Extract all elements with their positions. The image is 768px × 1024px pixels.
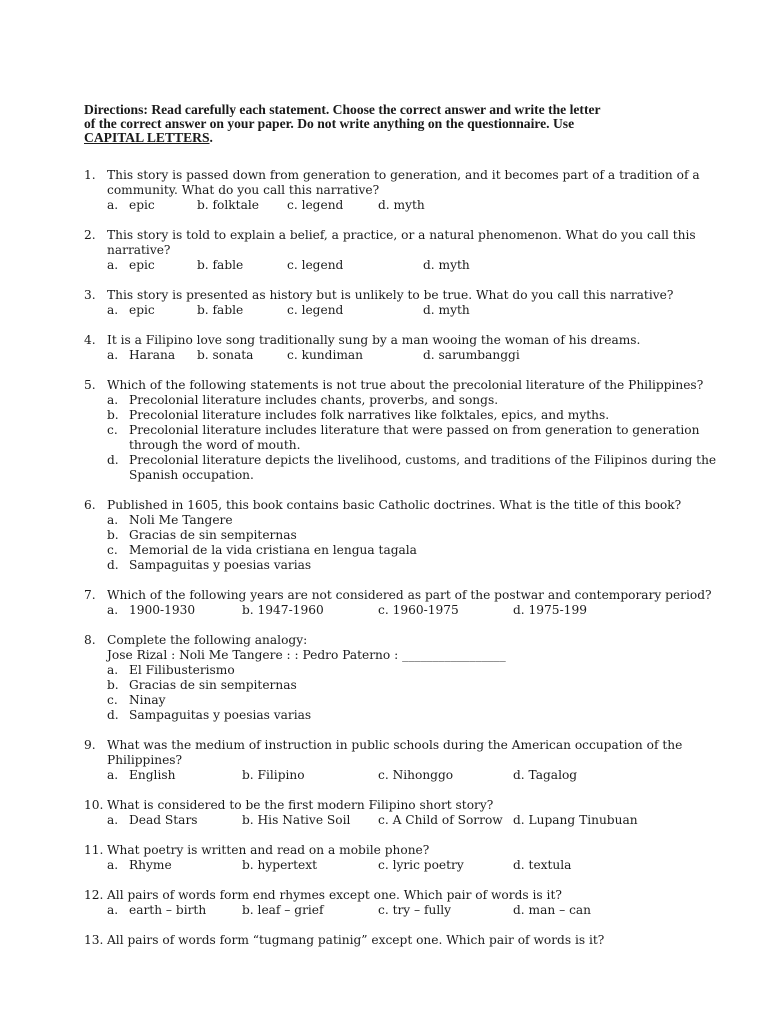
option-letter: a. bbox=[107, 258, 119, 272]
option-letter: c. bbox=[107, 423, 118, 437]
directions-line: of the correct answer on your paper. Do not write anything on the questionnaire. Use bbox=[84, 116, 575, 131]
question-text: It is a Filipino love song traditionally sung by a man wooing the woman of his dreams. bbox=[107, 333, 641, 347]
option-text: Gracias de sin sempiternas bbox=[129, 528, 297, 542]
option-item bbox=[107, 513, 724, 528]
option-text: d. myth bbox=[423, 303, 470, 317]
question-text: This story is passed down from generation to generation, and it becomes part of a tradition of a bbox=[107, 168, 700, 182]
option-text: b. His Native Soil bbox=[242, 813, 351, 827]
option-letter: a. bbox=[107, 768, 119, 782]
question-text: What is considered to be the first modern Filipino short story? bbox=[107, 798, 494, 812]
option-text: d. sarumbanggi bbox=[423, 348, 520, 362]
option-letter: c. bbox=[107, 693, 118, 707]
option-row bbox=[107, 603, 724, 618]
option-row bbox=[107, 768, 724, 783]
question-text: What poetry is written and read on a mobile phone? bbox=[107, 843, 430, 857]
option-letter: a. bbox=[107, 603, 119, 617]
option-row bbox=[107, 303, 724, 318]
option-text: through the word of mouth. bbox=[129, 438, 301, 452]
option-item bbox=[107, 453, 724, 483]
question-number: 5. bbox=[84, 378, 96, 392]
directions-line bbox=[84, 131, 724, 145]
question-text: Jose Rizal : Noli Me Tangere : : Pedro Paterno : _________________ bbox=[107, 648, 506, 662]
question-number: 1. bbox=[84, 168, 96, 182]
question-number: 7. bbox=[84, 588, 96, 602]
option-item bbox=[107, 528, 724, 543]
option-letter: b. bbox=[107, 408, 119, 422]
directions-emphasis: CAPITAL LETTERS bbox=[84, 130, 210, 145]
question-number: 3. bbox=[84, 288, 96, 302]
option-text: c. A Child of Sorrow bbox=[378, 813, 503, 827]
option-row bbox=[107, 858, 724, 873]
question-item bbox=[84, 588, 724, 618]
option-letter: a. bbox=[107, 858, 119, 872]
question-text: Philippines? bbox=[107, 753, 183, 767]
option-text: d. Lupang Tinubuan bbox=[513, 813, 638, 827]
question-item bbox=[84, 333, 724, 363]
directions-block bbox=[84, 103, 724, 145]
option-letter: c. bbox=[107, 543, 118, 557]
question-item bbox=[84, 843, 724, 873]
option-text: c. legend bbox=[287, 258, 344, 272]
option-letter: a. bbox=[107, 813, 119, 827]
option-text: Memorial de la vida cristiana en lengua tagala bbox=[129, 543, 417, 557]
option-text: Spanish occupation. bbox=[129, 468, 254, 482]
option-text: epic bbox=[129, 258, 155, 272]
question-text: This story is presented as history but is unlikely to be true. What do you call this narrative? bbox=[107, 288, 674, 302]
option-item bbox=[107, 678, 724, 693]
option-item bbox=[107, 408, 724, 423]
option-text: Precolonial literature includes folk narratives like folktales, epics, and myths. bbox=[129, 408, 610, 422]
option-text: d. textula bbox=[513, 858, 572, 872]
option-text: b. fable bbox=[197, 258, 244, 272]
question-text: What was the medium of instruction in public schools during the American occupation of the bbox=[107, 738, 683, 752]
option-text: Precolonial literature depicts the livelihood, customs, and traditions of the Filipinos during the bbox=[129, 453, 717, 467]
option-letter: b. bbox=[107, 528, 119, 542]
option-text: c. Nihonggo bbox=[378, 768, 454, 782]
option-item bbox=[107, 423, 724, 453]
option-text: b. sonata bbox=[197, 348, 254, 362]
option-text: Gracias de sin sempiternas bbox=[129, 678, 297, 692]
option-text: b. 1947-1960 bbox=[242, 603, 324, 617]
question-text: All pairs of words form end rhymes except one. Which pair of words is it? bbox=[107, 888, 562, 902]
question-number: 12. bbox=[84, 888, 104, 902]
directions-line: Directions: Read carefully each statement. Choose the correct answer and write the letter bbox=[84, 102, 601, 117]
option-letter: a. bbox=[107, 348, 119, 362]
option-text: c. kundiman bbox=[287, 348, 364, 362]
question-number: 13. bbox=[84, 933, 104, 947]
question-number: 11. bbox=[84, 843, 104, 857]
option-list bbox=[107, 393, 724, 483]
option-letter: a. bbox=[107, 393, 119, 407]
question-item bbox=[84, 888, 724, 918]
question-item bbox=[84, 288, 724, 318]
option-row bbox=[107, 903, 724, 918]
question-text: narrative? bbox=[107, 243, 171, 257]
option-letter: a. bbox=[107, 513, 119, 527]
option-text: b. folktale bbox=[197, 198, 259, 212]
question-number: 8. bbox=[84, 633, 96, 647]
option-text: c. legend bbox=[287, 303, 344, 317]
option-item bbox=[107, 693, 724, 708]
option-letter: d. bbox=[107, 453, 119, 467]
question-item bbox=[84, 798, 724, 828]
option-letter: a. bbox=[107, 663, 119, 677]
option-item bbox=[107, 558, 724, 573]
option-text: epic bbox=[129, 198, 155, 212]
question-text: Complete the following analogy: bbox=[107, 633, 308, 647]
option-list bbox=[107, 513, 724, 573]
question-list bbox=[84, 168, 724, 963]
option-row bbox=[107, 198, 724, 213]
option-text: Noli Me Tangere bbox=[129, 513, 233, 527]
question-item bbox=[84, 378, 724, 483]
option-text: Harana bbox=[129, 348, 176, 362]
option-text: b. leaf – grief bbox=[242, 903, 324, 917]
option-letter: b. bbox=[107, 678, 119, 692]
option-text: Precolonial literature includes literature that were passed on from generation to generation bbox=[129, 423, 700, 437]
option-text: c. 1960-1975 bbox=[378, 603, 459, 617]
option-text: d. myth bbox=[378, 198, 425, 212]
option-text: c. lyric poetry bbox=[378, 858, 464, 872]
option-text: Sampaguitas y poesias varias bbox=[129, 708, 312, 722]
question-item bbox=[84, 738, 724, 783]
option-text: c. legend bbox=[287, 198, 344, 212]
option-item bbox=[107, 393, 724, 408]
question-text: Which of the following years are not considered as part of the postwar and contemporary period? bbox=[107, 588, 712, 602]
option-row bbox=[107, 258, 724, 273]
option-text: d. 1975-199 bbox=[513, 603, 587, 617]
option-item bbox=[107, 663, 724, 678]
question-text: Which of the following statements is not true about the precolonial literature of the Philippines? bbox=[107, 378, 704, 392]
option-text: Ninay bbox=[129, 693, 166, 707]
question-text: Published in 1605, this book contains basic Catholic doctrines. What is the title of this book? bbox=[107, 498, 682, 512]
option-list bbox=[107, 663, 724, 723]
option-letter: d. bbox=[107, 708, 119, 722]
question-item bbox=[84, 498, 724, 573]
option-text: Sampaguitas y poesias varias bbox=[129, 558, 312, 572]
option-row bbox=[107, 348, 724, 363]
option-text: epic bbox=[129, 303, 155, 317]
option-text: b. hypertext bbox=[242, 858, 318, 872]
option-item bbox=[107, 708, 724, 723]
option-item bbox=[107, 543, 724, 558]
question-number: 9. bbox=[84, 738, 96, 752]
option-text: Dead Stars bbox=[129, 813, 198, 827]
question-item bbox=[84, 228, 724, 273]
question-item bbox=[84, 633, 724, 723]
question-text: community. What do you call this narrative? bbox=[107, 183, 380, 197]
question-number: 2. bbox=[84, 228, 96, 242]
option-letter: d. bbox=[107, 558, 119, 572]
option-text: b. Filipino bbox=[242, 768, 305, 782]
option-text: d. myth bbox=[423, 258, 470, 272]
option-text: El Filibusterismo bbox=[129, 663, 235, 677]
option-text: Precolonial literature includes chants, proverbs, and songs. bbox=[129, 393, 499, 407]
option-letter: a. bbox=[107, 303, 119, 317]
option-row bbox=[107, 813, 724, 828]
option-text: earth – birth bbox=[129, 903, 207, 917]
question-text: This story is told to explain a belief, a practice, or a natural phenomenon. What do you call this bbox=[107, 228, 696, 242]
option-text: d. Tagalog bbox=[513, 768, 578, 782]
question-number: 10. bbox=[84, 798, 104, 812]
question-item bbox=[84, 933, 724, 948]
question-number: 4. bbox=[84, 333, 96, 347]
option-text: d. man – can bbox=[513, 903, 592, 917]
option-letter: a. bbox=[107, 198, 119, 212]
option-text: English bbox=[129, 768, 176, 782]
option-letter: a. bbox=[107, 903, 119, 917]
option-text: b. fable bbox=[197, 303, 244, 317]
question-item bbox=[84, 168, 724, 213]
question-number: 6. bbox=[84, 498, 96, 512]
option-text: c. try – fully bbox=[378, 903, 452, 917]
option-text: Rhyme bbox=[129, 858, 172, 872]
option-text: 1900-1930 bbox=[129, 603, 196, 617]
question-text: All pairs of words form “tugmang patinig” except one. Which pair of words is it? bbox=[107, 933, 605, 947]
directions-end: . bbox=[209, 130, 213, 145]
